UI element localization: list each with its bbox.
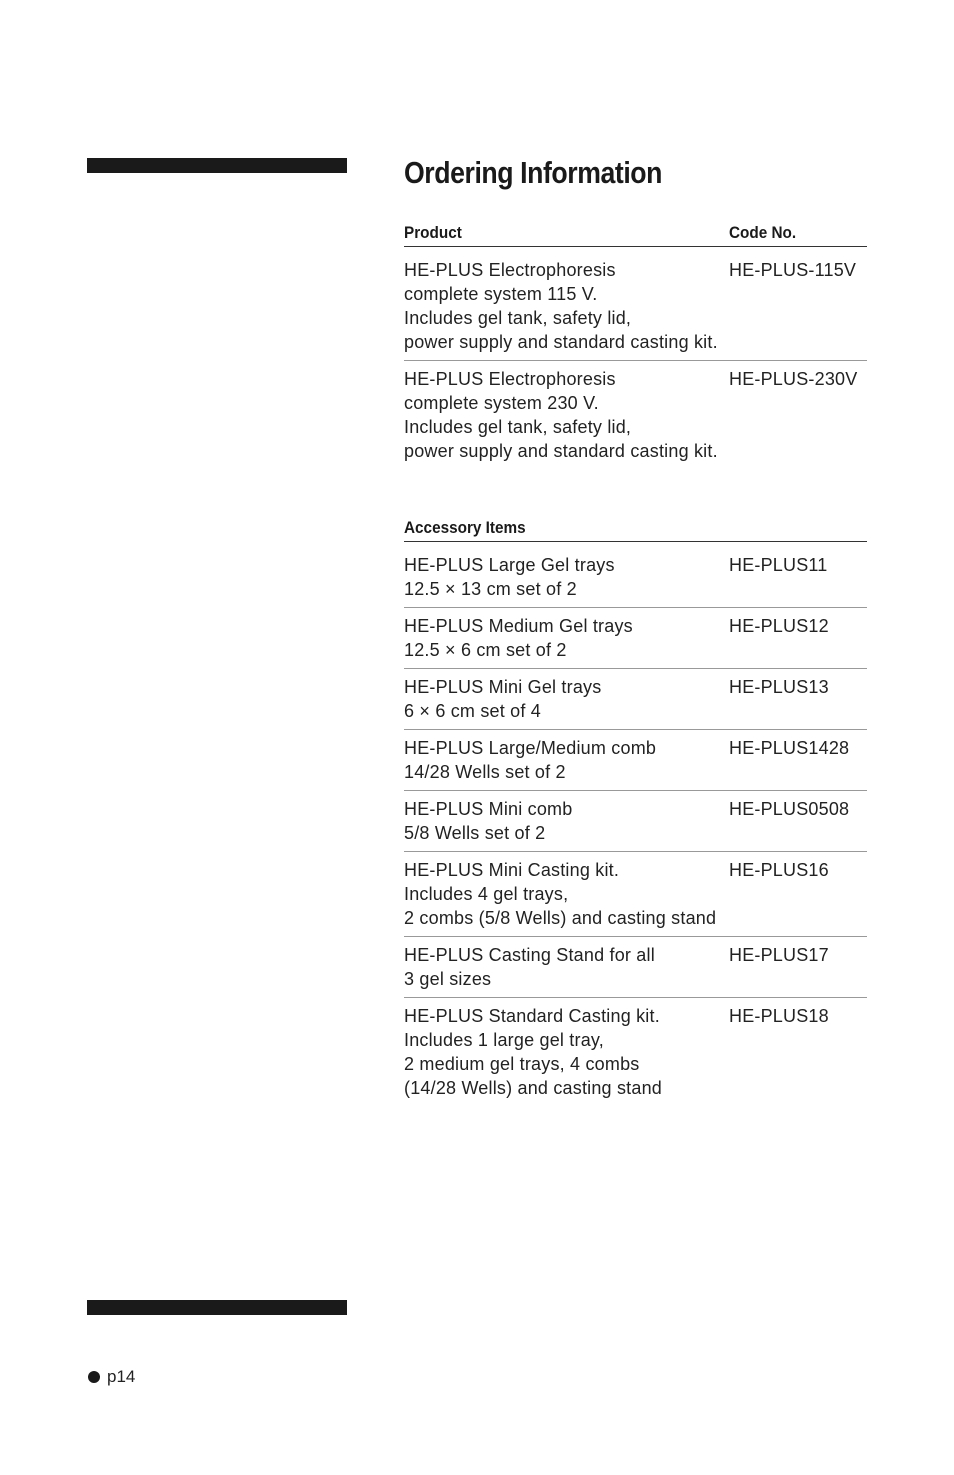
description-line: (14/28 Wells) and casting stand — [404, 1078, 663, 1098]
product-code: HE-PLUS13 — [729, 677, 829, 697]
description-line: HE-PLUS Large/Medium comb — [404, 738, 657, 758]
bullet-icon — [88, 1371, 100, 1383]
table-row — [404, 669, 867, 730]
product-description — [404, 367, 729, 463]
product-code: HE-PLUS12 — [729, 616, 829, 636]
bottom-decorative-bar — [87, 1300, 347, 1315]
product-description — [404, 858, 729, 930]
products-table-header — [404, 223, 867, 247]
description-line: complete system 230 V. — [404, 393, 599, 413]
description-line: power supply and standard casting kit. — [404, 441, 718, 461]
table-row — [404, 608, 867, 669]
product-code: HE-PLUS11 — [729, 555, 828, 575]
description-line: HE-PLUS Large Gel trays — [404, 555, 615, 575]
product-code: HE-PLUS16 — [729, 860, 829, 880]
table-row — [404, 998, 867, 1106]
description-line: 14/28 Wells set of 2 — [404, 762, 566, 782]
description-line: 3 gel sizes — [404, 969, 492, 989]
description-line: 12.5 × 6 cm set of 2 — [404, 640, 567, 660]
page-footer — [88, 1367, 135, 1387]
description-line: power supply and standard casting kit. — [404, 332, 718, 352]
table-row — [404, 730, 867, 791]
accessories-table-body — [404, 542, 867, 1106]
top-decorative-bar — [87, 158, 347, 173]
table-row — [404, 542, 867, 608]
description-line: Includes gel tank, safety lid, — [404, 308, 632, 328]
product-description — [404, 1004, 729, 1100]
description-line: 2 medium gel trays, 4 combs — [404, 1054, 640, 1074]
description-line: HE-PLUS Medium Gel trays — [404, 616, 633, 636]
description-line: HE-PLUS Electrophoresis — [404, 260, 616, 280]
product-code: HE-PLUS0508 — [729, 799, 850, 819]
description-line: 5/8 Wells set of 2 — [404, 823, 546, 843]
product-code: HE-PLUS-230V — [729, 369, 858, 389]
table-row — [404, 937, 867, 998]
product-column-header: Product — [404, 223, 462, 242]
description-line: 6 × 6 cm set of 4 — [404, 701, 541, 721]
product-description — [404, 258, 729, 354]
description-line: Includes 4 gel trays, — [404, 884, 569, 904]
description-line: HE-PLUS Mini comb — [404, 799, 573, 819]
products-table-body — [404, 247, 867, 469]
accessories-table-header — [404, 518, 867, 542]
product-code: HE-PLUS17 — [729, 945, 829, 965]
product-description — [404, 736, 729, 784]
description-line: Includes 1 large gel tray, — [404, 1030, 604, 1050]
description-line: HE-PLUS Mini Gel trays — [404, 677, 602, 697]
product-code: HE-PLUS1428 — [729, 738, 850, 758]
description-line: complete system 115 V. — [404, 284, 598, 304]
table-row — [404, 852, 867, 937]
table-row — [404, 361, 867, 469]
description-line: HE-PLUS Electrophoresis — [404, 369, 616, 389]
product-description — [404, 553, 729, 601]
code-column-header: Code No. — [729, 223, 797, 242]
table-row — [404, 247, 867, 361]
description-line: 2 combs (5/8 Wells) and casting stand — [404, 908, 717, 928]
accessory-column-header: Accessory Items — [404, 518, 526, 537]
description-line: HE-PLUS Mini Casting kit. — [404, 860, 620, 880]
description-line: 12.5 × 13 cm set of 2 — [404, 579, 577, 599]
product-description — [404, 675, 729, 723]
ordering-content — [404, 150, 867, 1106]
page-title: Ordering Information — [404, 155, 662, 190]
description-line: HE-PLUS Casting Stand for all — [404, 945, 655, 965]
table-row — [404, 791, 867, 852]
product-code: HE-PLUS-115V — [729, 260, 857, 280]
description-line: HE-PLUS Standard Casting kit. — [404, 1006, 660, 1026]
product-description — [404, 943, 729, 991]
page-number: p14 — [107, 1367, 136, 1386]
description-line: Includes gel tank, safety lid, — [404, 417, 632, 437]
product-description — [404, 797, 729, 845]
product-description — [404, 614, 729, 662]
product-code: HE-PLUS18 — [729, 1006, 829, 1026]
